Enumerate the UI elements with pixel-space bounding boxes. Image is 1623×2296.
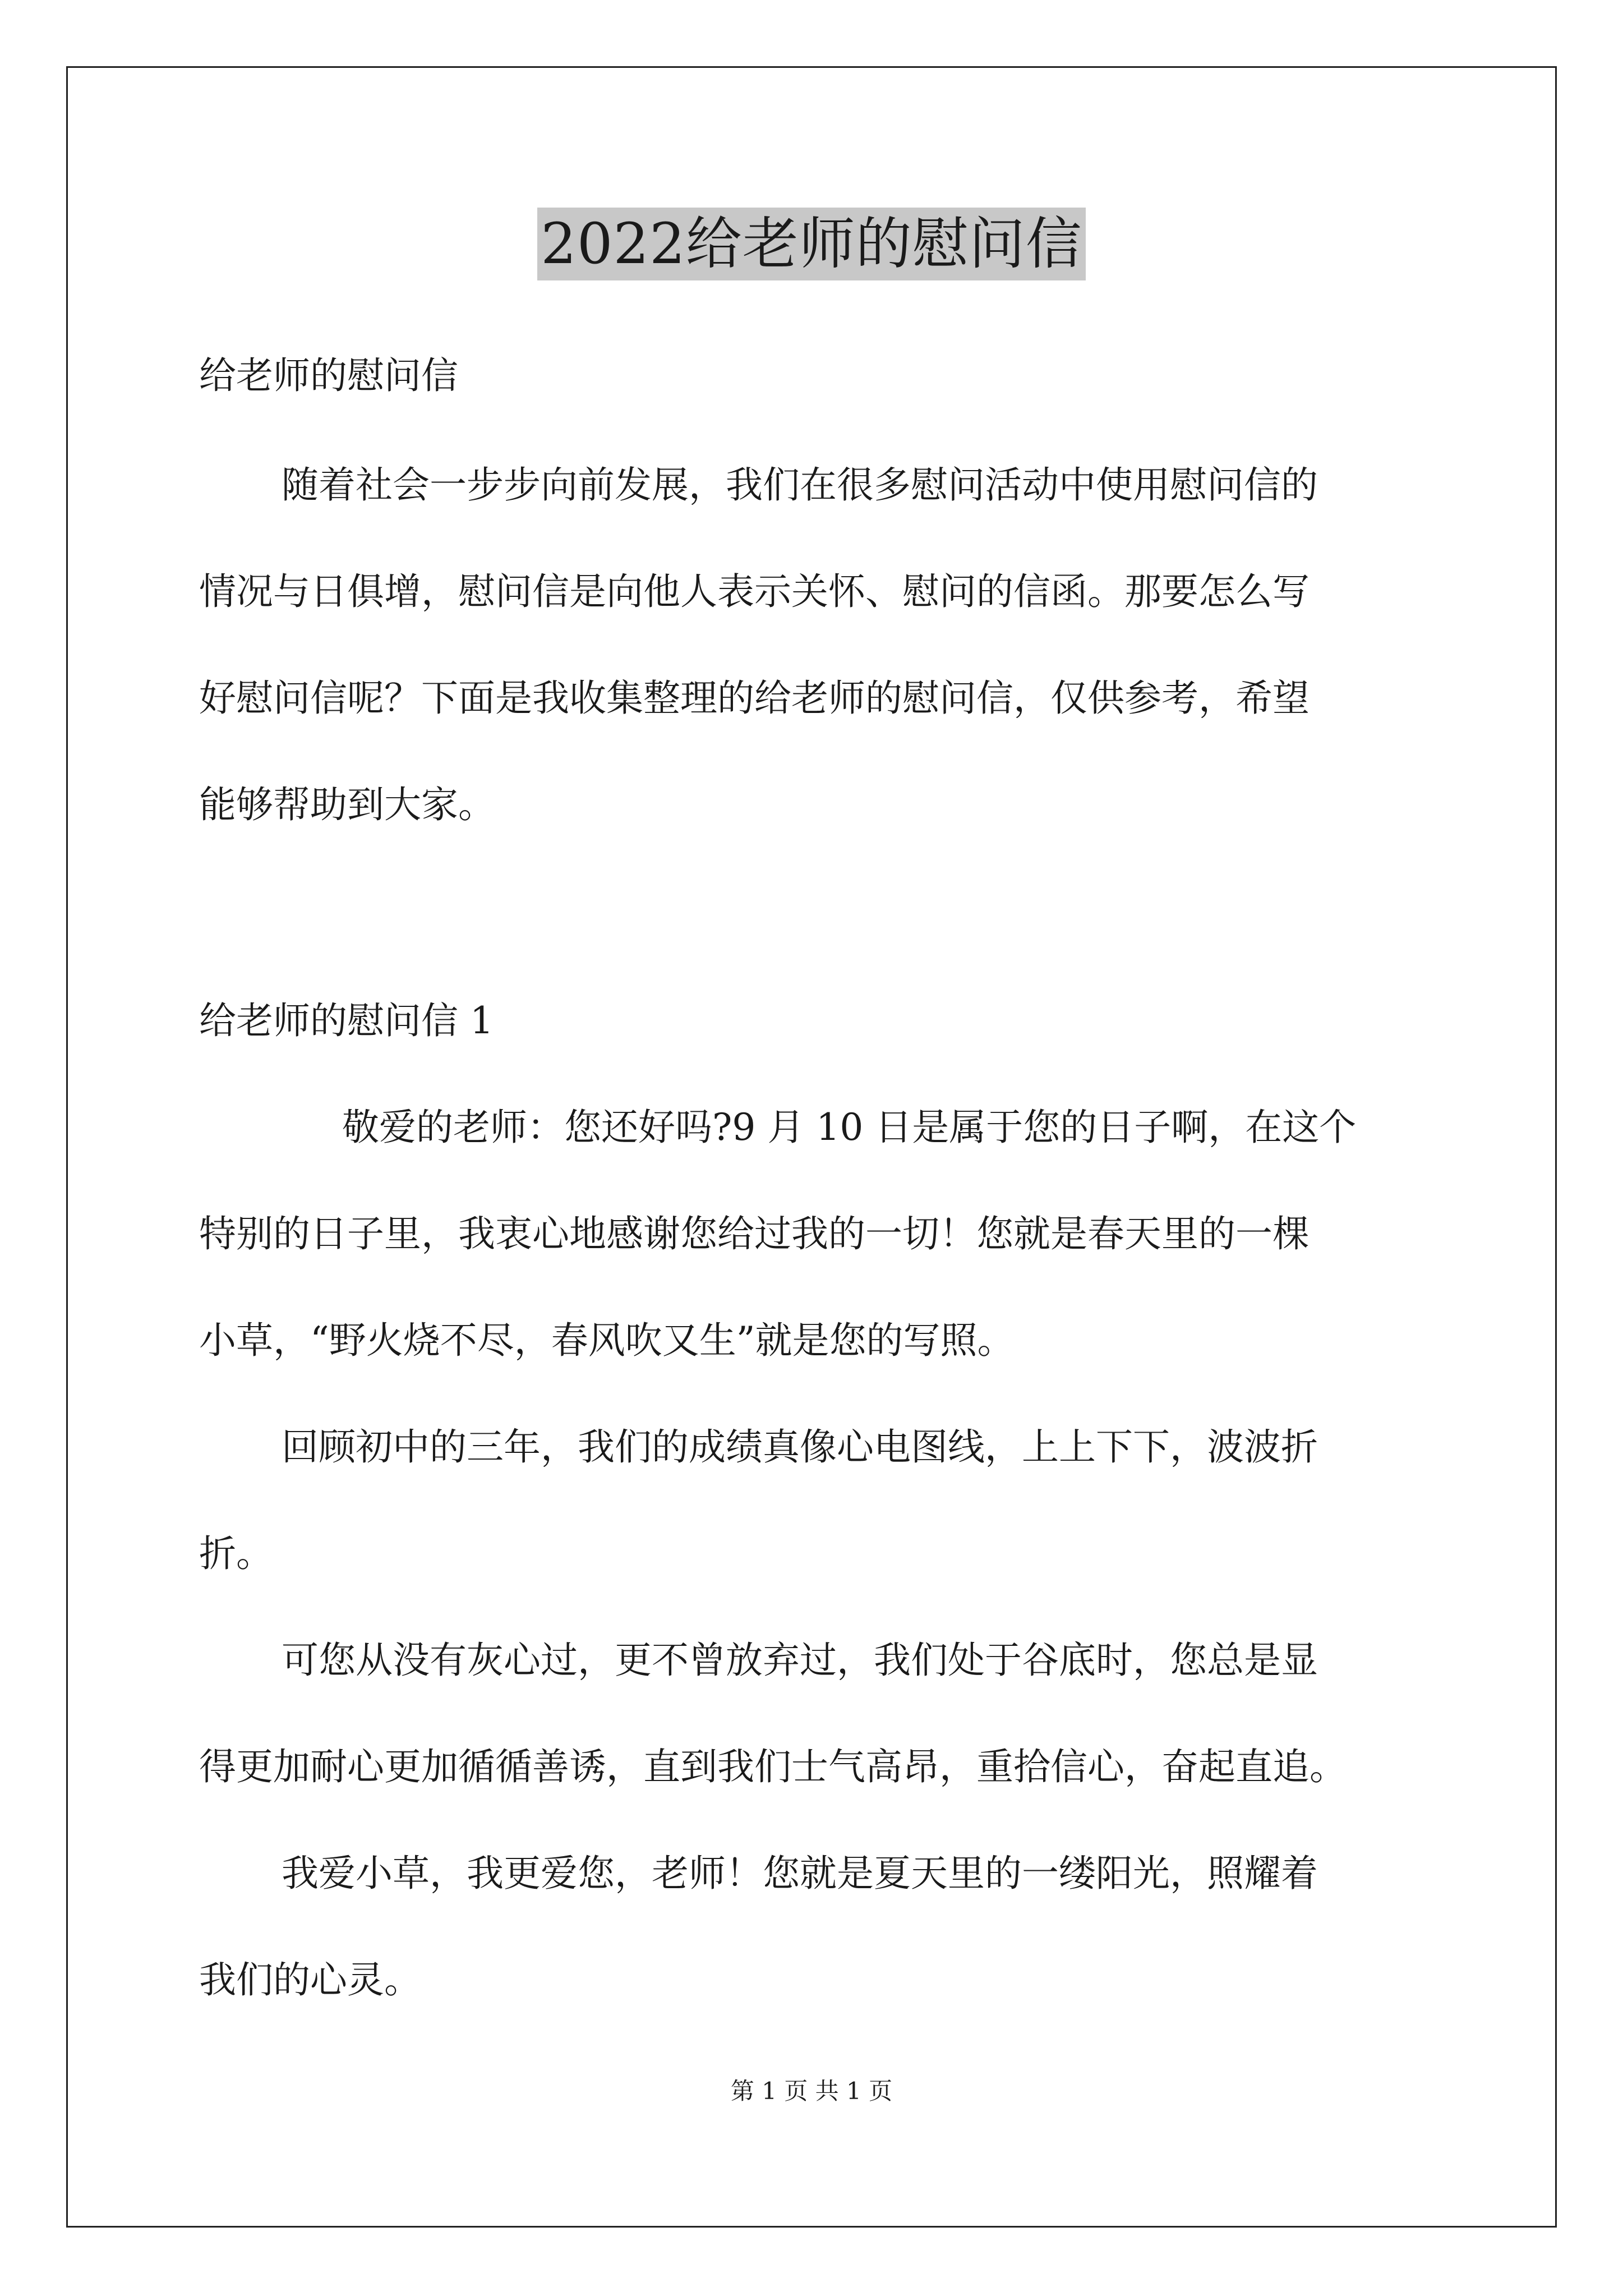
paragraph-line: 小草，“野火烧不尽，春风吹又生”就是您的写照。 [199,1319,1015,1362]
subtitle: 给老师的慰问信 [199,354,458,397]
paragraph-line: 回顾初中的三年，我们的成绩真像心电图线，上上下下，波波折 [282,1425,1318,1469]
title-container [0,208,1623,280]
paragraph-line: 我爱小草，我更爱您，老师！您就是夏天里的一缕阳光，照耀着 [282,1852,1318,1895]
paragraph-line: 可您从没有灰心过，更不曾放弃过，我们处于谷底时，您总是显 [282,1639,1318,1682]
paragraph-line: 得更加耐心更加循循善诱，直到我们士气高昂，重拾信心，奋起直追。 [199,1745,1347,1788]
page-footer: 第 1 页 共 1 页 [730,2077,893,2105]
paragraph-line: 能够帮助到大家。 [199,783,495,826]
paragraph-line: 特别的日子里，我衷心地感谢您给过我的一切！您就是春天里的一棵 [199,1212,1310,1255]
paragraph-line: 我们的心灵。 [199,1958,421,2001]
section-heading: 给老师的慰问信 1 [199,999,494,1042]
paragraph-line: 随着社会一步步向前发展，我们在很多慰问活动中使用慰问信的 [282,463,1318,507]
paragraph-line: 情况与日俱增，慰问信是向他人表示关怀、慰问的信函。那要怎么写 [199,570,1310,613]
paragraph-line: 敬爱的老师：您还好吗?9 月 10 日是属于您的日子啊，在这个 [342,1106,1357,1149]
paragraph-line: 折。 [199,1532,273,1575]
document-title: 2022给老师的慰问信 [537,208,1086,280]
paragraph-line: 好慰问信呢？下面是我收集整理的给老师的慰问信，仅供参考，希望 [199,677,1310,720]
